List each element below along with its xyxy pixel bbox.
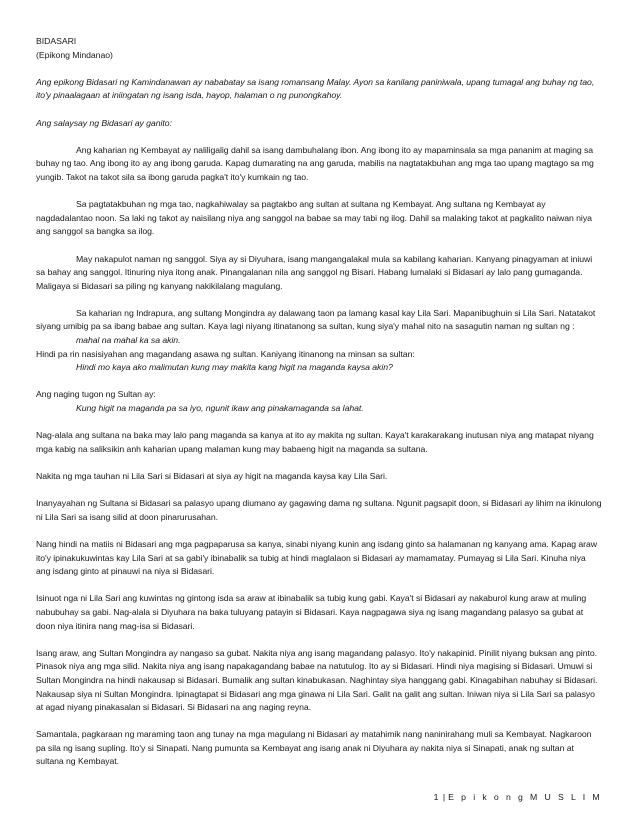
page-number: 1 xyxy=(433,792,441,802)
quote-2: Hindi mo kaya ako malimutan kung may makita kang higit na maganda kaysa akin? xyxy=(76,362,393,373)
intro-paragraph: Ang epikong Bidasari ng Kamindanawan ay nababatay sa isang romansang Malay. Ayon sa kanilang paniniwala, upang tumagal ang buhay ng tao, ito'y pinaalagaan at iniingatan ng isang isda, hayop, halaman o ng punongkahoy. xyxy=(36,76,595,101)
paragraph-1: Ang kaharian ng Kembayat ay naliligalig dahil sa isang dambuhalang ibon. Ang ibong ito ay mapaminsala sa mga pananim at maging sa buhay ng tao. Ang ibong ito ay ang ibong garuda. Kapag dumarating na ang garuda, mabilis na nagtatakbuhan ang mga tao upang magtago sa mg yungib. Takot na takot sila sa ibong garuda pagka't ito'y kumkain ng tao. xyxy=(36,144,594,182)
document-subtitle: (Epikong Mindanao) xyxy=(36,49,113,60)
paragraph-5: Hindi pa rin nasisiyahan ang magandang asawa ng sultan. Kaniyang itinanong na minsan sa sultan: xyxy=(36,348,415,359)
title-block xyxy=(36,35,602,62)
paragraph-10: Nang hindi na matiis ni Bidasari ang mga pagpaparusa sa kanya, sinabi niyang kunin ang isdang ginto sa halamanan ng kanyang ama. Kapag araw ito'y ipinakukuwintas kay Lila Sari at sa gabi'y ibinabalik sa tubig at hindi maglalaon si Bidasari ay mamamatay. Pumayag si Lila Sari. Kinuha niya ang isdang ginto at pinauwi na niya si Bidasari. xyxy=(36,538,598,577)
summary-heading: Ang salaysay ng Bidasari ay ganito: xyxy=(36,117,172,128)
page-footer xyxy=(434,791,602,805)
paragraph-8: Nakita ng mga tauhan ni Lila Sari si Bidasari at siya ay higit na maganda kaysa kay Lila Sari. xyxy=(36,471,388,481)
quote-3: Kung higit na maganda pa sa iyo, ngunit ikaw ang pinakamaganda sa lahat. xyxy=(76,403,364,414)
paragraph-2: Sa pagtatakbuhan ng mga tao, nagkahiwalay sa pagtakbo ang sultan at sultana ng Kembayat. Ang sultana ng Kembayat ay nagdadalantao noon. Sa laki ng takot ay naisilang niya ang sanggol na babae sa may tabi ng ilog. Dahil sa malaking takot at pagkalito naiwan niya ang sanggol sa bangka sa ilog. xyxy=(36,199,592,237)
paragraph-3: May nakapulot naman ng sanggol. Siya ay si Diyuhara, isang mangangalakal mula sa kabilang kaharian. Kanyang pinagyaman at iniuwi sa bahay ang sanggol. Itinuring niya itong anak. Pinangalanan nila ang sanggol ng Bisari. Habang lumalaki si Bidasari ay lalo pang gumaganda. Maligaya si Bidasari sa piling ng kanyang nakikilalang magulang. xyxy=(36,253,593,291)
paragraph-12: Isang araw, ang Sultan Mongindra ay nangaso sa gubat. Nakita niya ang isang magandang palasyo. Ito'y nakapinid. Pinilit niyang buksan ang pinto. Pinasok niya ang mga silid. Nakita niya ang isang napakagandang babae na natutulog. Ito ay si Bidasari. Hindi niya magising si Bidasari. Umuwi si Sultan Mongindra na hindi nakausap si Bidasari. Bumalik ang sultan kinabukasan. Naghintay siya hanggang gabi. Kinagabihan nabuhay si Bidasari. Nakausap siya ni Sultan Mongindra. Ipinagtapat si Bidasari ang mga ginawa ni Lila Sari. Galit na galit ang sultan. Iniwan niya si Lila Sari sa palasyo at agad niyang pinakasalan si Bidasari. Si Bidasari na ang naging reyna. xyxy=(36,647,598,713)
paragraph-6: Ang naging tugon ng Sultan ay: xyxy=(36,389,156,400)
paragraph-11: Isinuot nga ni Lila Sari ang kuwintas ng gintong isda sa araw at ibinabalik sa tubig kung gabi. Kaya't si Bidasari ay nakaburol kung araw at muling nabubuhay sa gabi. Nag-alala si Diyuhara na baka tuluyang patayin si Bidasari. Kaya nagpagawa siya ng isang magandang palasyo sa gubat at doon niya itinira nang mag-isa si Bidasari. xyxy=(36,593,587,631)
paragraph-7: Nag-alala ang sultana na baka may lalo pang maganda sa kanya at ito ay makita ng sultan. Kaya't karakarakang inutusan niya ang matapat niyang mga kabig na saliksikin anh kaharian upang malaman kung may babaeng higit na maganda sa sultana. xyxy=(36,430,594,454)
paragraph-13: Samantala, pagkaraan ng maraming taon ang tunay na mga magulang ni Bidasari ay matahimik nang naninirahang muli sa Kembayat. Nagkaroon pa sila ng isang supling. Ito'y si Sinapati. Nang pumunta sa Kembayat ang isang anak ni Diyuhara ay nakita niya si Sinapati, anak ng sultan at sultana ng Kembayat. xyxy=(36,729,592,767)
quote-1: mahal na mahal ka sa akin. xyxy=(76,335,181,346)
paragraph-9: Inanyayahan ng Sultana si Bidasari sa palasyo upang diumano ay gagawing dama ng sultana. Ngunit pagsapit doon, si Bidasari ay lihim na ikinulong ni Lila Sari sa isang silid at doon pinarurusahan. xyxy=(36,498,602,522)
paragraph-4: Sa kaharian ng Indrapura, ang sultang Mongindra ay dalawang taon pa lamang kasal kay Lila Sari. Mapanibughuin si Lila Sari. Natatakot siyang umibig pa sa ibang babae ang sultan. Kaya lagi niyang itinatanong sa sultan, kung siya'y mahal nito na sasagutin naman ng sultan ng : xyxy=(36,307,596,332)
footer-separator: | xyxy=(442,792,446,802)
footer-label: E p i k o n g M U S L I M xyxy=(448,792,602,802)
document-title: BIDASARI xyxy=(36,36,77,46)
